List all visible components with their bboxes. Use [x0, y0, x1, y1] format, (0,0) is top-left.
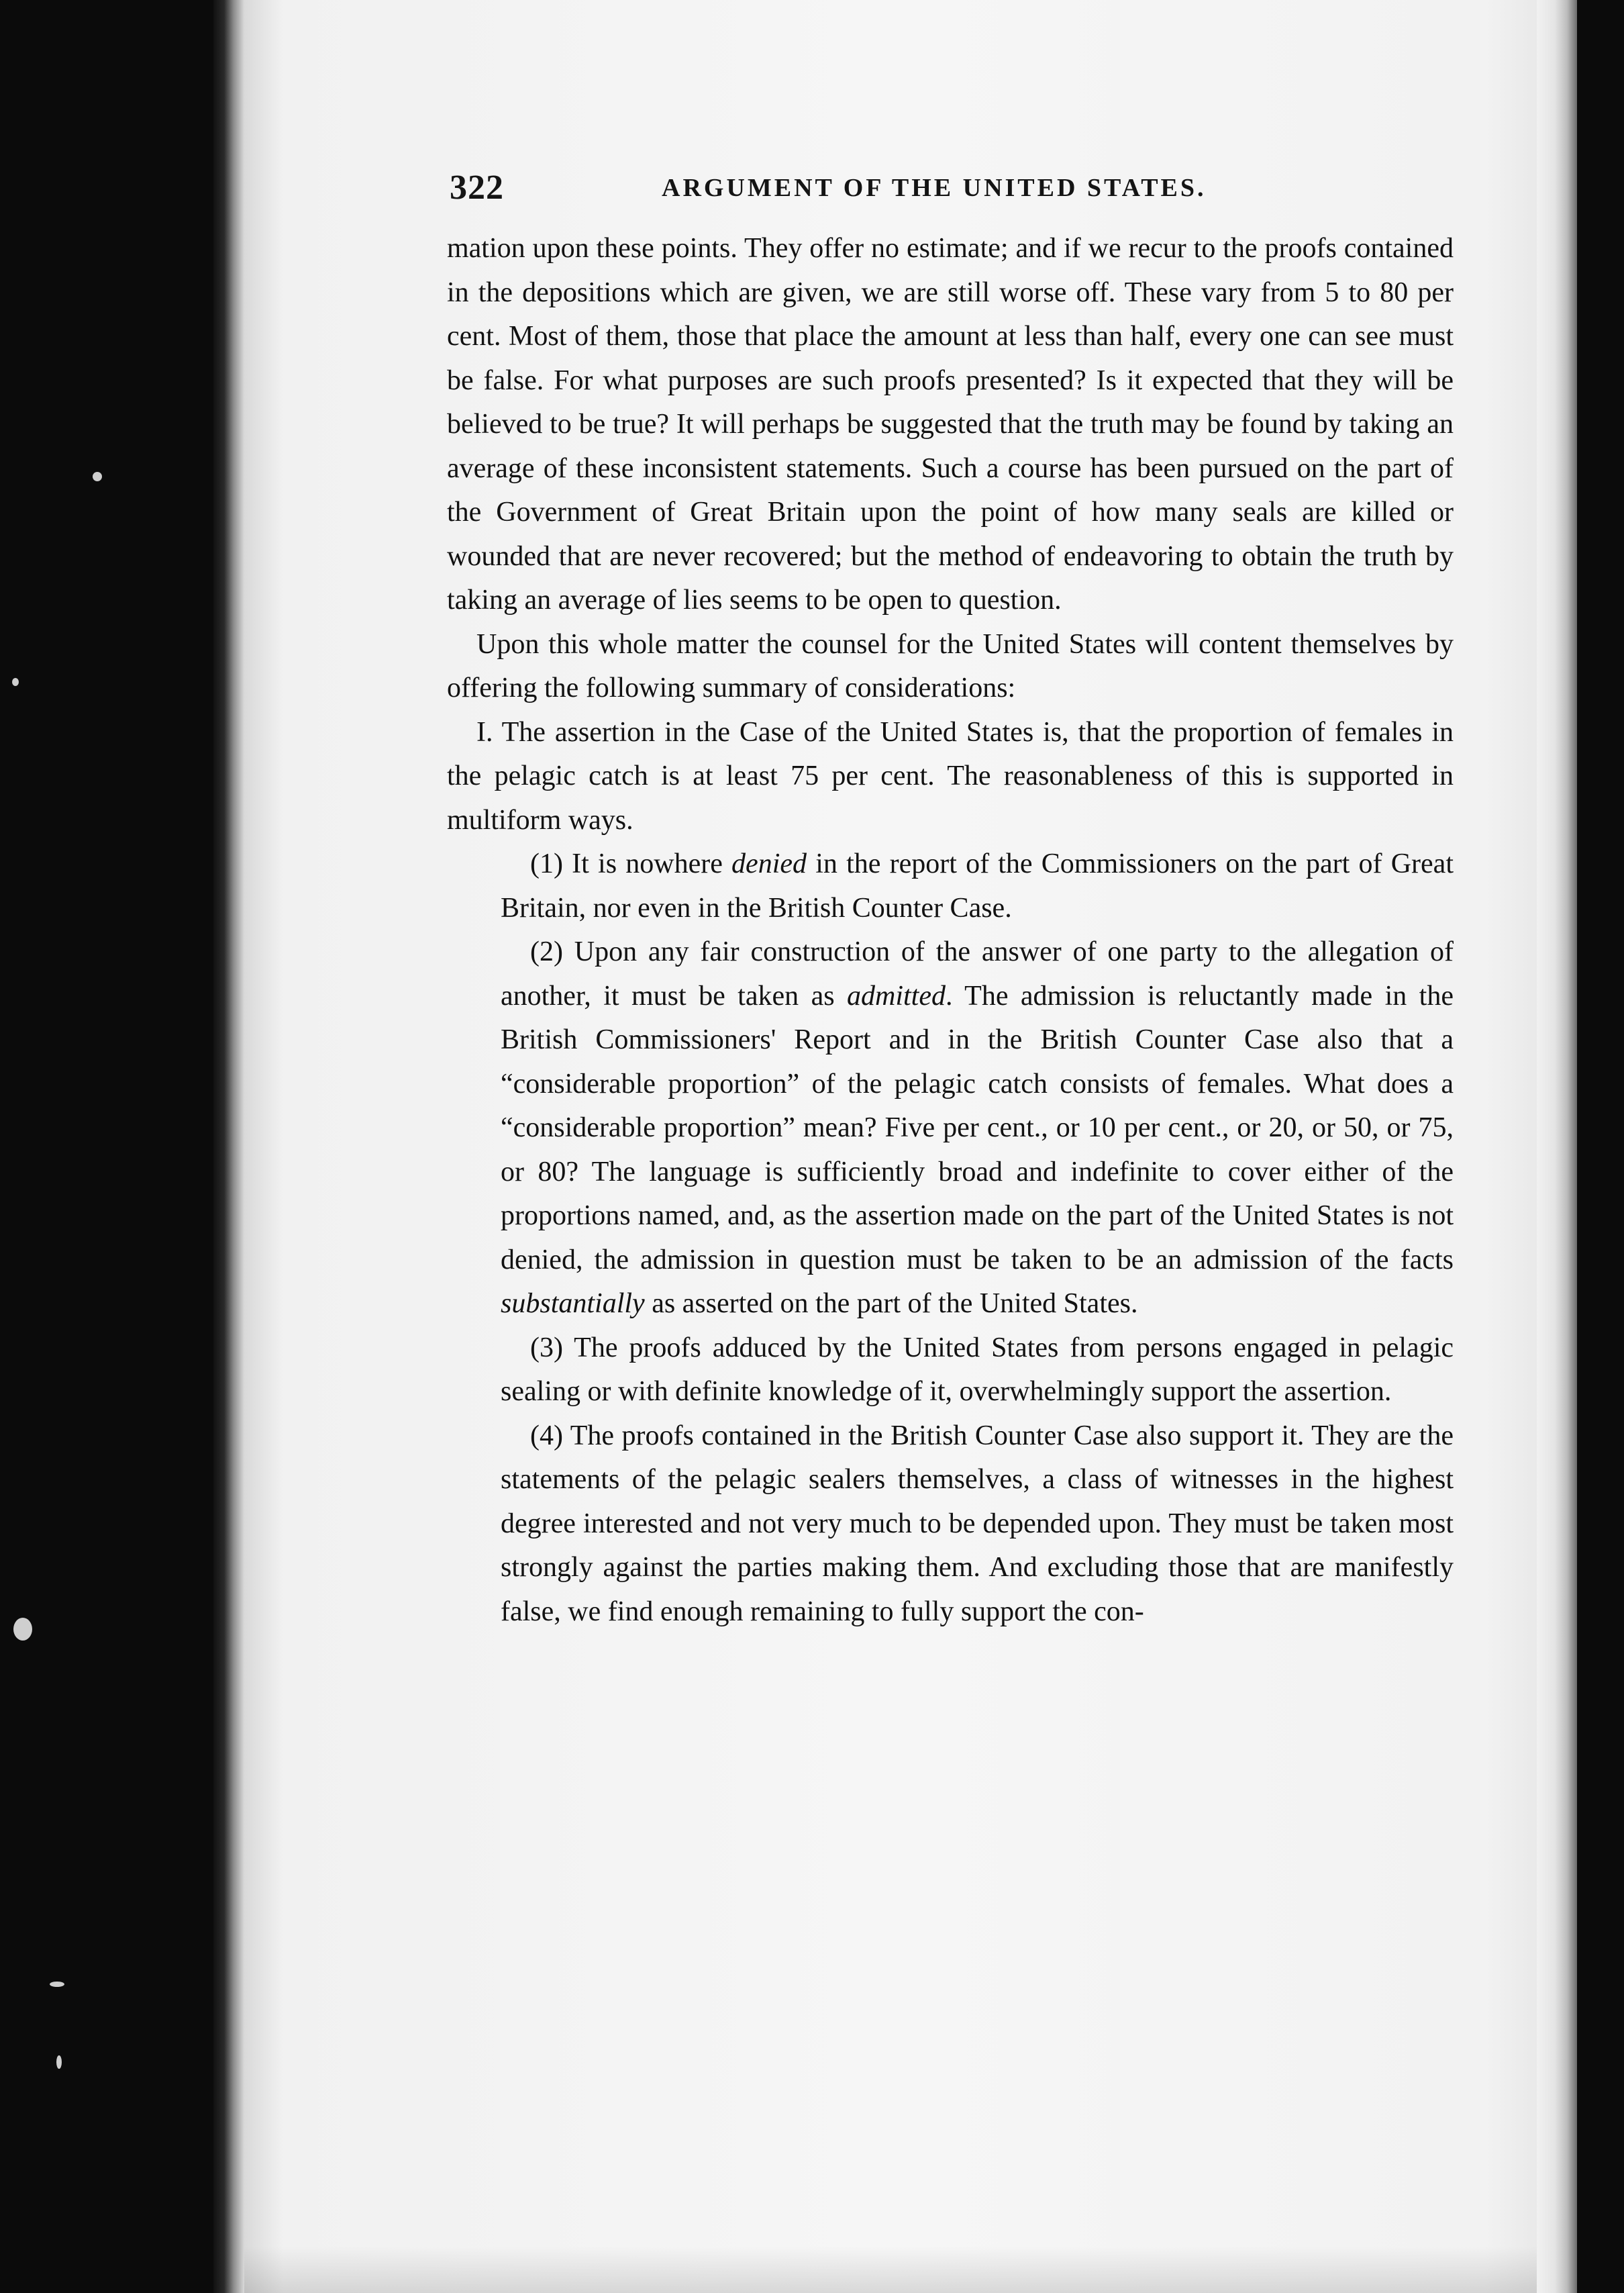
list-item: [501, 930, 1454, 1326]
paragraph: Upon this whole matter the counsel for the United States will content themselves by offering the following summary of considerations:: [447, 628, 1454, 703]
list-item: (3) The proofs adduced by the United States from persons engaged in pelagic sealing or with definite knowledge of it, overwhelmingly support the assertion.: [501, 1332, 1454, 1407]
scan-right-gutter: [1537, 0, 1577, 2293]
running-head: ARGUMENT OF THE UNITED STATES.: [662, 174, 1207, 202]
scan-speck: [50, 1982, 64, 1987]
scan-speck: [93, 472, 102, 481]
scan-speck: [56, 2055, 62, 2069]
text-run: (1) It is nowhere: [530, 848, 732, 879]
list-item: [501, 842, 1454, 930]
list-item: (4) The proofs contained in the British Counter Case also support it. They are the statements of the pelagic sealers themselves, a class of witnesses in the highest degree interested and not very much to be depended upon. They must be taken most strongly against the parties making them. And excluding those that are manifestly false, we find enough remaining to fully support the con-: [501, 1420, 1454, 1627]
scan-speck: [13, 1618, 32, 1641]
scan-left-edge: [213, 0, 244, 2293]
body-text: [447, 227, 1454, 1634]
emphasis: admitted: [847, 980, 946, 1012]
paragraph: mation upon these points. They offer no estimate; and if we recur to the proofs contained in the depositions which are given, we are still worse off. These vary from 5 to 80 per cent. Most of them, those that place the amount at less than half, every one can see must be false. For what purposes are such proofs presented? Is it expected that they will be believed to be true? It will perhaps be suggested that the truth may be found by taking an average of these inconsistent statements. Such a course has been pursued on the part of the Government of Great Britain upon the point of how many seals are killed or wounded that are never recovered; but the method of endeavoring to obtain the truth by taking an average of lies seems to be open to question.: [447, 233, 1454, 616]
text-run: as asserted on the part of the United States.: [644, 1288, 1138, 1319]
emphasis: denied: [731, 848, 807, 879]
scan-speck: [12, 678, 19, 686]
paragraph: I. The assertion in the Case of the United States is, that the proportion of females in the pelagic catch is at least 75 per cent. The reasonableness of this is supported in multiform ways.: [447, 716, 1454, 836]
scan-left-margin: [0, 0, 242, 2293]
text-run: (2) Upon any fair construction of the answer of one party to the allegation of another, it must be taken as: [501, 936, 1454, 1012]
page-number: 322: [450, 168, 504, 207]
text-run: . The admission is reluctantly made in the British Commissioners' Report and in the British Counter Case also that a “considerable proportion” of the pelagic catch consists of females. What does a “considerable proportion” mean? Five per cent., or 10 per cent., or 20, or 50, or 75, or 80? The language is sufficiently broad and indefinite to cover either of the proportions named, and, as the assertion made on the part of the United States is not denied, the admission in question must be taken to be an admission of the facts: [501, 980, 1454, 1275]
page-header: [450, 168, 1470, 215]
emphasis: substantially: [501, 1288, 645, 1319]
scan-right-margin: [1577, 0, 1624, 2293]
text-run: in the report of the Commissioners on the part of Great Britain, nor even in the British Counter Case.: [501, 848, 1454, 924]
